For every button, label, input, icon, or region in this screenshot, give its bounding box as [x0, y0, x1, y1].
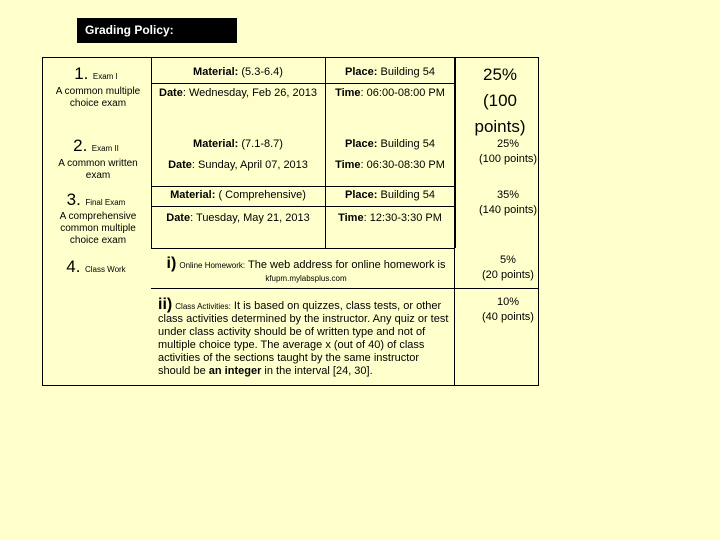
rule-exam3-mid [151, 206, 454, 207]
classwork-heading [44, 257, 148, 277]
exam1-percent: 25% [482, 65, 518, 84]
rule-exam2-mid [151, 186, 454, 187]
exam2-points: (100 points) [478, 153, 538, 165]
activities-text-end: in the interval [24, 30]. [264, 365, 373, 377]
exam2-time: Time: 06:30-08:30 PM [335, 159, 445, 171]
classwork-name: Class Work [84, 265, 126, 274]
exam1-heading [44, 64, 148, 84]
homework-url: kfupm.mylabsplus.com [265, 274, 347, 283]
exam1-description: A common multiple choice exam [55, 86, 141, 109]
exam3-time: Time: 12:30-3:30 PM [338, 212, 442, 224]
exam1-place: Place: Building 54 [345, 66, 435, 78]
activities-weight [470, 295, 546, 325]
grading-policy-title: Grading Policy: [77, 18, 237, 43]
exam1-weight [455, 62, 545, 140]
classwork-number: 4. [66, 257, 81, 276]
homework-percent: 5% [500, 254, 516, 266]
homework-roman: i) [166, 255, 177, 272]
exam3-number: 3. [66, 190, 81, 209]
exam3-points: (140 points) [478, 204, 538, 216]
exam1-date: Date: Wednesday, Feb 26, 2013 [159, 87, 317, 99]
rule-exam3-bottom [151, 248, 455, 249]
activities-points: (40 points) [482, 311, 534, 323]
homework-label: Online Homework: [179, 261, 246, 270]
rule-homework-mid [151, 288, 538, 289]
exam1-name: Exam I [92, 72, 118, 81]
exam2-percent: 25% [496, 138, 520, 150]
exam3-weight [470, 188, 546, 218]
exam2-description: A common written exam [58, 158, 138, 181]
exam3-description: A comprehensive common multiple choice exam [59, 211, 137, 246]
rule-exam1-mid [151, 83, 454, 84]
exam3-place: Place: Building 54 [345, 189, 435, 201]
homework-weight [470, 253, 546, 283]
homework-points: (20 points) [482, 269, 534, 281]
exam2-material: Material: (7.1-8.7) [193, 138, 283, 150]
exam3-name: Final Exam [85, 198, 126, 207]
exam3-heading [44, 190, 148, 210]
exam1-material: Material: (5.3-6.4) [193, 66, 283, 78]
exam2-heading [44, 136, 148, 156]
homework-text: The web address for online homework is [248, 259, 446, 271]
exam2-place: Place: Building 54 [345, 138, 435, 150]
exam3-date: Date: Tuesday, May 21, 2013 [166, 212, 310, 224]
exam1-number: 1. [74, 64, 89, 83]
rule-col3-lower [454, 248, 455, 386]
activities-label: Class Activities: [175, 302, 231, 311]
exam2-number: 2. [73, 136, 88, 155]
activities-block [158, 298, 450, 378]
activities-text: It is based on quizzes, class tests, or other class activities determined by the instructor. Any quiz or test under class activity should be of written type and not of multiple choice type. The average x (out of 40) of class activities of the sections taught by the same instructor should be [158, 300, 449, 377]
activities-emphasis: an integer [208, 365, 262, 377]
exam2-date: Date: Sunday, April 07, 2013 [168, 159, 308, 171]
exam2-name: Exam II [91, 144, 119, 153]
activities-roman: ii) [158, 296, 173, 313]
exam3-percent: 35% [496, 189, 520, 201]
homework-block [160, 257, 452, 285]
activities-percent: 10% [496, 296, 520, 308]
exam2-weight [470, 137, 546, 167]
exam1-points: (100 points) [474, 91, 526, 136]
exam3-material: Material: ( Comprehensive) [170, 189, 306, 201]
exam1-time: Time: 06:00-08:00 PM [335, 87, 445, 99]
